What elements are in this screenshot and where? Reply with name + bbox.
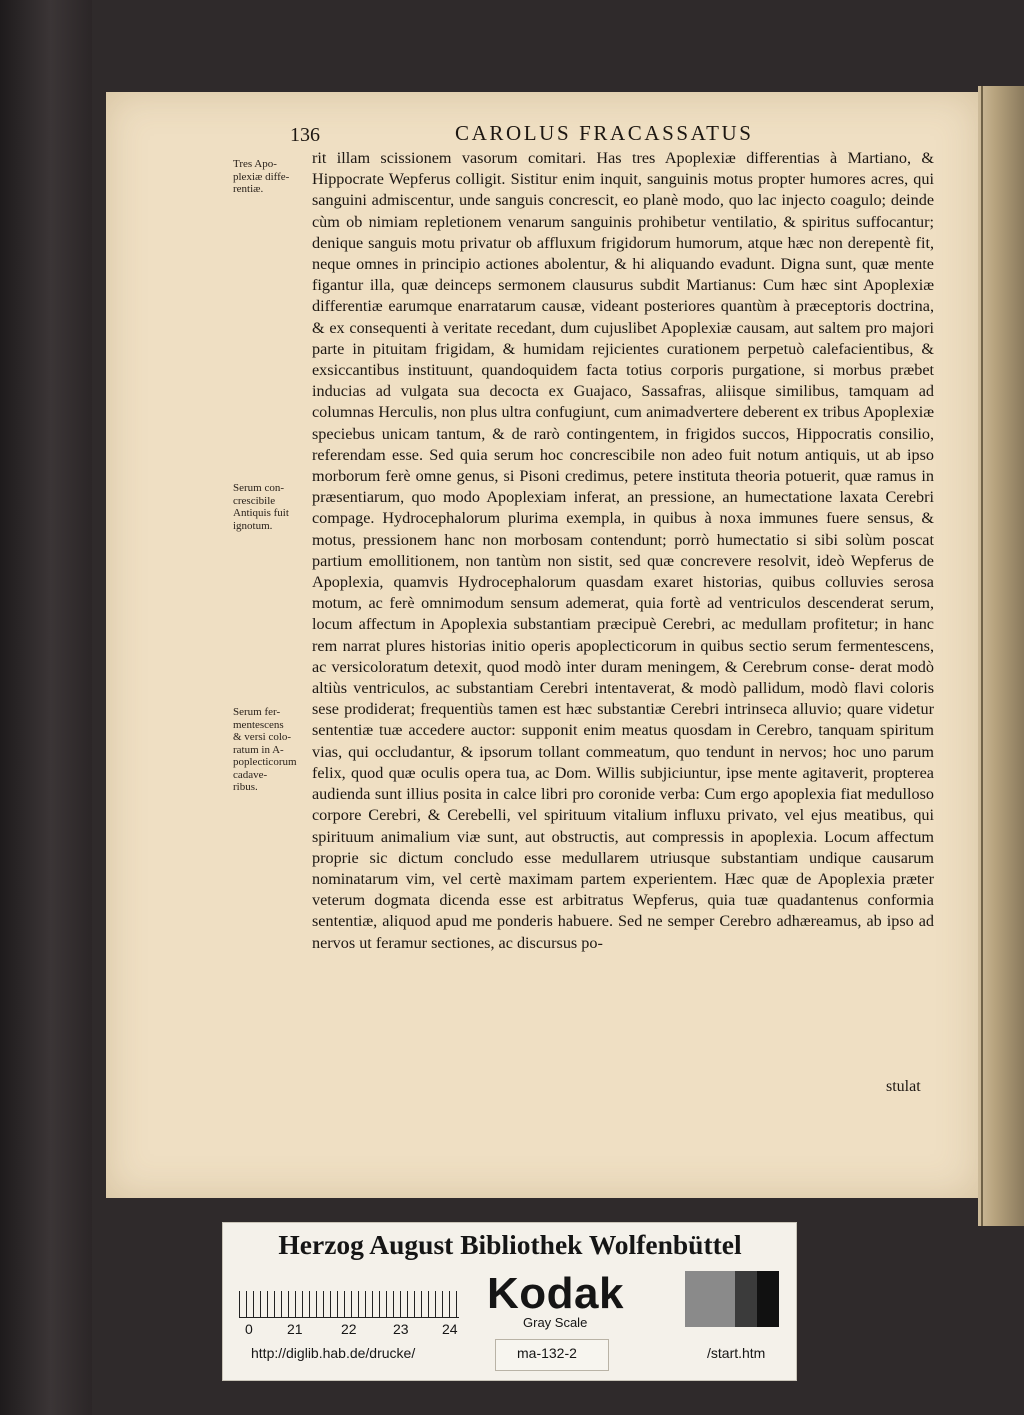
- ruler-label: 22: [341, 1321, 357, 1337]
- scanner-background-left: [0, 0, 92, 1415]
- running-head: CAROLUS FRACASSATUS: [455, 121, 754, 145]
- ruler-label: 24: [442, 1321, 458, 1337]
- scale-ruler: [239, 1291, 459, 1318]
- catchword: stulat: [886, 1078, 921, 1095]
- kodak-logo: Kodak: [487, 1269, 624, 1318]
- ruler-label: 0: [245, 1321, 253, 1337]
- body-text: rit illam scissionem vasorum comitari. Has tres Apoplexiæ differentias à Martiano, & Hippocrate Wepferus colligit. Sistitur enim inquit, sanguinis motus propter humores acres, qui sanguini admiscentur, unde sanguis concrescit, eo planè modo, quo lac injecto coagulo; deinde cùm ob nimiam repletionem venarum sanguinis prohibetur ventilatio, & spiritus suffocantur; denique sanguis motu privatur ob affluxum frigidorum humorum, atque hæc non derepentè fit, neque omnes in principio actiones abolentur, & hi aliquando evadunt. Digna sunt, quæ mente figantur illa, quæ deinceps sermonem clausurus subdit Martianus: Cum hæc sint Apoplexiæ differentiæ earumque enarratarum causæ, videant posteriores quantùm à præceptoris doctrina, & ex consequenti à veritate recedant, dum cujuslibet Apoplexiæ causam, aut saltem pro majori parte in pituitam frigidam, & humidam rejicientes curationem perpetuò calefacientibus, & exsiccantibus instituunt, quandoquidem facta totius corporis purgatione, si morbus præbet inducias ad vulgata sua decocta ex Guajaco, Sassafras, aliisque similibus, tamquam ad columnas Herculis, non plus ultra confugiunt, cum animadvertere deberent ex tribus Apoplexiæ speciebus unicam tantum, & de rarò contingentem, in frigidos succos, Hippocratis consilio, referendam esse. Sed quia serum hoc concrescibile non adeo fuit notum antiquis, ut ab ipso morborum ferè omne genus, si Pisoni credimus, petere instituta theoria potuerit, quæ ramus in præsentiarum, quo modo Apoplexiam inferat, an pressione, an humectatione laxata Cerebri compage. Hydrocephalorum plurima exempla, in quibus à noxa immunes fuere sensus, & motus, pressionem hanc non morbosam contendunt; porrò humectatio si sibi solùm poscat partium emollitionem, non tantùm non sistit, sed quæ concrevere resolvit, ideò Wepferus de Apoplexia, quamvis Hydrocephalorum quasdam exaret historias, quibus colluvies serosa motum, ac ferè omnimodum sensum ademerat, quia fortè ad ventriculos descenderat serum, locum affectum in Apoplexia substantiam præcipuè Cerebri, ac medullam profitetur; in hanc rem narrat plures historias initio operis apoplecticorum in quibus sectio serum fermentescens, ac versicoloratum detexit, quod modò inter duram meningem, & Cerebrum conse- derat modò altiùs ventriculos, ac substantiam Cerebri intentaverat, & modò pallidum, modò flavi coloris sese prodiderat; frequentiùs tamen est hæc substantiæ Cerebri intrinseca alluvio; quare videtur sententiæ tuæ accedere auctor: supponit enim meatus quosdam in Cerebro, tanquam spiritum vias, qui occludantur, & ipsorum tollant commeatum, quo tendunt in nervos; hoc uno parum felix, quod quæ oculis opera tua, ac Dom. Willis subjiciuntur, ipse mente agitaverit, propterea audienda sunt illius posita in calce libri pro coronide verba: Cum ergo apoplexia fiat medulloso corpore Cerebri, & Cerebelli, vel spirituum vitalium influxu privato, vel ejus meatibus, qui spirituum animalium viæ sunt, aut obstructis, aut compressis in apoplexia. Locum affectum proprie sic dictum concludo esse medullarem utriusque substantiam undique causarum nominatarum vim, vel certè maximam partem experientem. Hæc quæ de Apoplexia præter veterum dogmata dicenda esse est arbitratus Wepferus, quia tuæ quadantenus conformia sententiæ, aliquod apud me ponderis habuere. Sed ne semper Cerebro adhæreamus, ab ipso ad nervos ut feramur sectiones, ac discursus po-: [312, 149, 934, 952]
- url-left: http://diglib.hab.de/drucke/: [251, 1345, 416, 1361]
- facing-page-edge: [978, 86, 1024, 1226]
- margin-note-serum-fermentescens: Serum fer- mentescens & versi colo- ratum in A- poplecticorum cadave- ribus.: [233, 706, 297, 793]
- page-number: 136: [290, 124, 320, 146]
- ruler-label: 21: [287, 1321, 303, 1337]
- item-id: ma-132-2: [517, 1345, 577, 1361]
- gray-patch-dark: [735, 1271, 757, 1327]
- gray-patch-black: [757, 1271, 779, 1327]
- margin-note-apoplexy-differences: Tres Apo- plexiæ diffe- rentiæ.: [233, 158, 290, 195]
- url-right: /start.htm: [707, 1345, 766, 1361]
- margin-note-serum-concrescibile: Serum con- crescibile Antiquis fuit ignotum.: [233, 482, 289, 532]
- library-color-card: [222, 1222, 797, 1381]
- library-name: Herzog August Bibliothek Wolfenbüttel: [278, 1229, 742, 1260]
- gray-scale-label: Gray Scale: [523, 1315, 588, 1330]
- page-fold-line: [981, 86, 983, 1226]
- ruler-label: 23: [393, 1321, 409, 1337]
- gray-patch-mid: [685, 1271, 735, 1327]
